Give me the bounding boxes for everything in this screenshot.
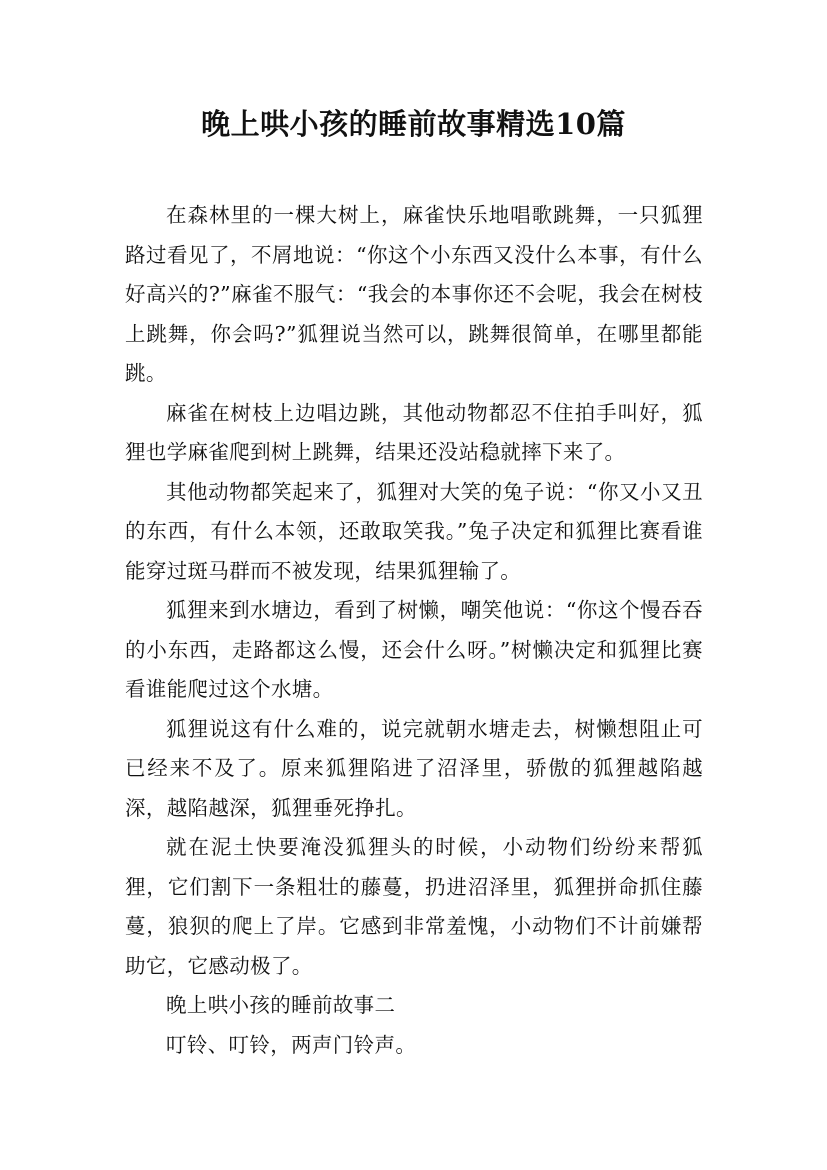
document-title: 晚上哄小孩的睡前故事精选10篇 (201, 107, 626, 141)
section-heading: 晚上哄小孩的睡前故事二 (166, 993, 396, 1017)
paragraph: 就在泥土快要淹没狐狸头的时候，小动物们纷纷来帮狐狸，它们割下一条粗壮的藤蔓，扔进沼泽里，狐狸拼命抓住藤蔓，狼狈的爬上了岸。它感到非常羞愧，小动物们不计前嫌帮助它，它感动极了。 (125, 835, 703, 978)
paragraph: 狐狸说这有什么难的，说完就朝水塘走去，树懒想阻止可已经来不及了。原来狐狸陷进了沼泽里，骄傲的狐狸越陷越深，越陷越深，狐狸垂死挣扎。 (125, 716, 703, 820)
paragraph: 其他动物都笑起来了，狐狸对大笑的兔子说：“你又小又丑的东西，有什么本领，还敢取笑我。”兔子决定和狐狸比赛看谁能穿过斑马群而不被发现，结果狐狸输了。 (125, 479, 703, 583)
paragraph: 在森林里的一棵大树上，麻雀快乐地唱歌跳舞，一只狐狸路过看见了，不屑地说：“你这个小东西又没什么本事，有什么好高兴的?”麻雀不服气：“我会的本事你还不会呢，我会在树枝上跳舞，你会吗?”狐狸说当然可以，跳舞很简单，在哪里都能跳。 (125, 203, 703, 385)
paragraph: 麻雀在树枝上边唱边跳，其他动物都忍不住拍手叫好，狐狸也学麻雀爬到树上跳舞，结果还没站稳就摔下来了。 (125, 400, 703, 464)
paragraph: 狐狸来到水塘边，看到了树懒，嘲笑他说：“你这个慢吞吞的小东西，走路都这么慢，还会什么呀。”树懒决定和狐狸比赛看谁能爬过这个水塘。 (125, 598, 703, 701)
document-body (125, 196, 703, 1065)
paragraph: 叮铃、叮铃，两声门铃声。 (166, 1032, 417, 1057)
